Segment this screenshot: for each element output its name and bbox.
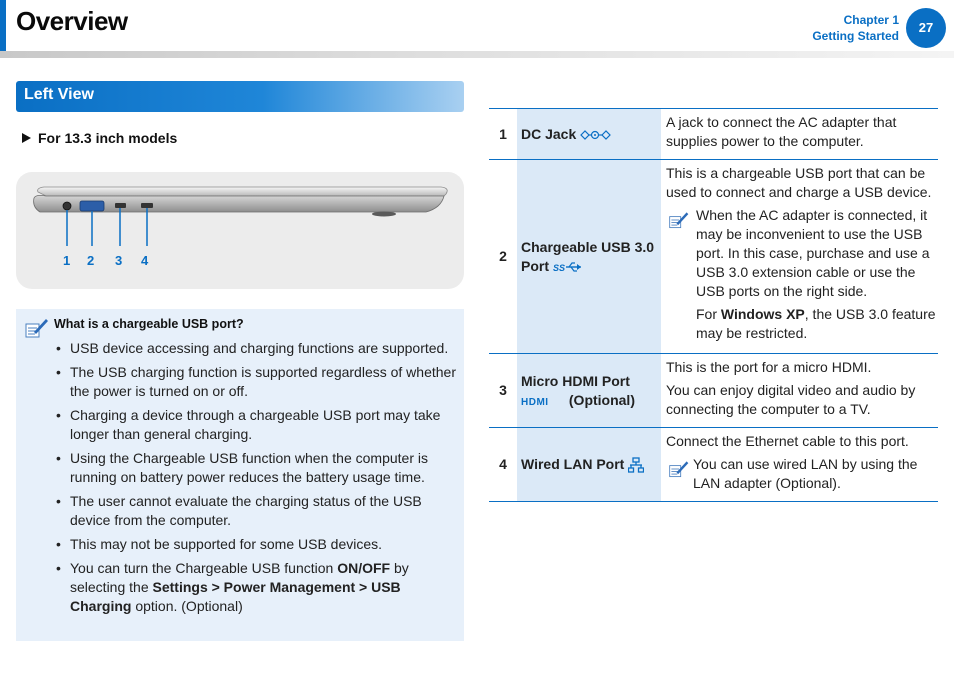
- section-title: Left View: [24, 86, 94, 103]
- note-text: option. (Optional): [131, 598, 243, 614]
- callout-3: 3: [115, 253, 123, 268]
- callout-4: 4: [141, 253, 149, 268]
- port-number: 1: [499, 125, 507, 142]
- table-row: [489, 109, 938, 160]
- note-pen-icon: [668, 209, 690, 231]
- page-title: Overview: [16, 6, 128, 36]
- port-note-text: You can use wired LAN by using the LAN adapter (Optional).: [693, 456, 918, 491]
- port-number: 2: [499, 248, 507, 264]
- laptop-left-side-icon: [16, 172, 464, 289]
- note-item: • This may not be supported for some USB devices.: [54, 535, 459, 554]
- note-text: You can turn the Chargeable USB function: [70, 560, 338, 576]
- note-text: , the USB 3.0 feature may be restricted.: [696, 306, 936, 341]
- note-item: • The USB charging function is supported regardless of whether the power is turned on or off.: [54, 363, 459, 401]
- chapter-number: Chapter 1: [843, 13, 899, 27]
- port-name: Wired LAN Port: [521, 456, 625, 472]
- port-desc-text: This is the port for a micro HDMI.: [666, 359, 872, 375]
- model-heading: [22, 130, 177, 146]
- chapter-name: Getting Started: [812, 29, 899, 43]
- port-desc-text: You can enjoy digital video and audio by connecting the computer to a TV.: [666, 382, 916, 417]
- section-header-bar: [16, 81, 464, 112]
- note-bold-text: Windows XP: [720, 306, 805, 322]
- port-name-cell: [517, 109, 661, 160]
- note-box: [16, 309, 464, 641]
- port-description: [661, 428, 938, 502]
- port-note: [666, 455, 938, 493]
- callout-1: 1: [63, 253, 71, 268]
- note-text: For: [696, 306, 721, 322]
- port-desc-text: This is a chargeable USB port that can be used to connect and charge a USB device.: [666, 165, 932, 200]
- table-row: [489, 428, 938, 502]
- note-pen-icon: [668, 458, 690, 480]
- header-rule: [0, 51, 954, 58]
- port-note: [666, 206, 938, 301]
- port-name: Micro HDMI Port: [521, 372, 630, 389]
- laptop-side-illustration: [16, 172, 464, 289]
- hdmi-icon: [521, 396, 565, 406]
- note-item: • The user cannot evaluate the charging status of the USB device from the computer.: [54, 492, 459, 530]
- note-item: • USB device accessing and charging functions are supported.: [54, 339, 459, 358]
- header-accent-bar: [0, 0, 6, 52]
- note-bold-text: Settings > Power Management > USB Charging: [70, 579, 401, 614]
- note-item-last: [54, 559, 459, 616]
- port-name: Chargeable USB 3.0 Port: [521, 238, 655, 274]
- port-name-suffix: (Optional): [568, 391, 635, 408]
- port-number: 3: [499, 382, 507, 398]
- note-title: What is a chargeable USB port?: [54, 317, 244, 331]
- port-note-text: When the AC adapter is connected, it may be inconvenient to use the USB port. In this case, purchase and use a USB 3.0 extension cable or use the USB ports on the right side.: [696, 207, 930, 299]
- callout-2: 2: [87, 253, 95, 268]
- model-heading-text: For 13.3 inch models: [38, 130, 178, 146]
- port-name-cell: [517, 160, 661, 354]
- triangle-bullet-icon: [22, 133, 31, 143]
- dc-jack-icon: [580, 129, 614, 141]
- chapter-label: [812, 12, 899, 44]
- port-description: [661, 160, 938, 354]
- note-pen-icon: [24, 315, 50, 341]
- lan-icon: [628, 457, 644, 473]
- note-text: by selecting the: [70, 560, 409, 595]
- port-name-cell: [517, 428, 661, 502]
- table-row: [489, 354, 938, 428]
- port-desc-text: A jack to connect the AC adapter that supplies power to the computer.: [666, 114, 897, 149]
- note-list: [54, 339, 459, 621]
- port-name-cell: [517, 354, 661, 428]
- ports-table: [489, 108, 938, 502]
- port-desc-text: Connect the Ethernet cable to this port.: [666, 433, 909, 449]
- port-description: [661, 109, 938, 160]
- port-note-2: [666, 305, 938, 343]
- port-name: DC Jack: [521, 125, 577, 142]
- svg-text:HDMI: HDMI: [521, 396, 549, 406]
- note-bold-text: ON/OFF: [337, 560, 391, 576]
- note-item: • Charging a device through a chargeable USB port may take longer than general charging.: [54, 406, 459, 444]
- svg-text:SS: SS: [552, 262, 565, 273]
- port-number: 4: [499, 456, 507, 472]
- note-item: • Using the Chargeable USB function when the computer is running on battery power reduces the battery usage time.: [54, 449, 459, 487]
- page-number-badge: 27: [906, 8, 946, 48]
- table-row: [489, 160, 938, 354]
- usb3-charging-icon: [553, 261, 585, 273]
- port-description: [661, 354, 938, 428]
